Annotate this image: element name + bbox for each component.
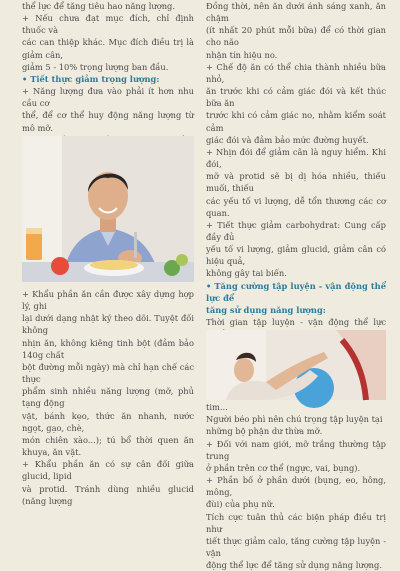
left-bottom-text bbox=[22, 288, 194, 507]
photo-man-eating bbox=[22, 136, 194, 282]
text-line: + Phần bố ở phần dưới (bụng, eo, hông, mông, bbox=[206, 475, 386, 498]
text-line: mỡ và protid sẽ bị dị hóa nhiều, thiếu muối, thiếu bbox=[206, 171, 386, 194]
text-line: + Khẩu phần ăn có sự cân đối giữa glucid, lipid bbox=[22, 459, 194, 482]
text-line: tim... bbox=[206, 402, 228, 413]
text-line: (ít nhất 20 phút mỗi bữa) để có thời gian cho não bbox=[206, 25, 386, 48]
text-line: và protid. Tránh dùng nhiều glucid (năng lượng bbox=[22, 483, 194, 506]
text-line: không gây tai biến. bbox=[206, 268, 287, 279]
text-line: thể, để cơ thể huy động năng lượng từ mô mỡ. bbox=[22, 110, 194, 133]
section-heading: tăng sử dụng năng lượng: bbox=[206, 304, 326, 315]
text-line: giảm 5 - 10% trọng lượng ban đầu. bbox=[22, 61, 169, 72]
photo-exercise bbox=[206, 330, 386, 400]
text-line: + Năng lượng đưa vào phải ít hơn nhu cầu cơ bbox=[22, 86, 194, 109]
text-line: Người béo phì nên chú trọng tập luyện tại bbox=[206, 414, 383, 425]
text-line: đùi) của phụ nữ. bbox=[206, 499, 275, 510]
text-line: các yếu tố vi lượng, dễ tổn thương các cơ quan. bbox=[206, 195, 386, 218]
text-line: Đồng thời, nên ăn dưới ánh sáng xanh, ăn chậm bbox=[206, 1, 386, 24]
text-line: + Nếu chưa đạt mục đích, chỉ định thuốc và bbox=[22, 13, 194, 36]
text-line: + Chế độ ăn có thể chia thành nhiều bữa nhỏ, bbox=[206, 61, 386, 84]
exercise-illustration bbox=[206, 330, 386, 400]
text-line: nhận tín hiệu no. bbox=[206, 49, 278, 60]
text-line: + Khẩu phần ăn cần được xây dựng hợp lý, ghi bbox=[22, 289, 194, 312]
text-line: thể lực để tăng tiêu hao năng lượng. bbox=[22, 1, 175, 11]
text-line: món chiên xào...); tú bổ thời quen ăn khuya, ăn vặt. bbox=[22, 434, 194, 458]
section-heading: • Tiết thực giảm trọng lượng: bbox=[22, 73, 160, 84]
text-line: bột đường mỗi ngày) mà chỉ hạn chế các thực bbox=[22, 361, 194, 385]
text-line: nhịn ăn, không kiêng tinh bột (đảm bảo 140g chất bbox=[22, 337, 194, 360]
text-line: tiết thực giảm calo, tăng cường tập luyện - vận bbox=[206, 535, 386, 559]
man-eating-illustration bbox=[22, 136, 194, 282]
text-line: những bộ phận dư thừa mỡ. bbox=[206, 426, 323, 437]
right-text bbox=[206, 0, 386, 571]
text-line: + Nhịn đói để giảm cân là nguy hiểm. Khi đói, bbox=[206, 146, 386, 170]
text-line: Thời gian tập luyện - vận động thể lực bbox=[206, 317, 386, 328]
text-line: lại dưới dạng nhật ký theo dõi. Tuyệt đối không bbox=[22, 313, 194, 336]
text-line: phẩm sinh nhiều năng lượng (mỡ, phủ tạng động bbox=[22, 386, 194, 409]
text-line: vật, bánh kẹo, thức ăn nhanh, nước ngọt, gạo, chè, bbox=[22, 410, 194, 433]
text-line: + Tiết thực giảm carbohydrat: Cung cấp đầy đủ bbox=[206, 219, 386, 242]
text-line: ở phần trên cơ thể (ngực, vai, bụng). bbox=[206, 462, 361, 473]
text-line: + Đối với nam giới, mỡ trắng thường tập trung bbox=[206, 438, 386, 461]
text-line: ăn trước khi có cảm giác đói và kết thúc bữa ăn bbox=[206, 86, 386, 109]
section-heading: • Tăng cường tập luyện - vận động thể lực để bbox=[206, 280, 386, 303]
text-line: trước khi có cảm giác no, nhằm kiểm soát cảm bbox=[206, 110, 386, 133]
text-line: các can thiệp khác. Mục đích điều trị là giảm cân, bbox=[22, 37, 194, 60]
text-line: động thể lực để tăng sử dụng năng lượng. bbox=[206, 560, 382, 571]
text-line: giác đói và đảm bảo mức đường huyết. bbox=[206, 134, 369, 145]
text-line: Tích cực tuân thủ các biện pháp điều trị như bbox=[206, 511, 386, 534]
text-line: yếu tố vi lượng, giảm glucid, giảm cân có hiệu quả, bbox=[206, 244, 386, 267]
